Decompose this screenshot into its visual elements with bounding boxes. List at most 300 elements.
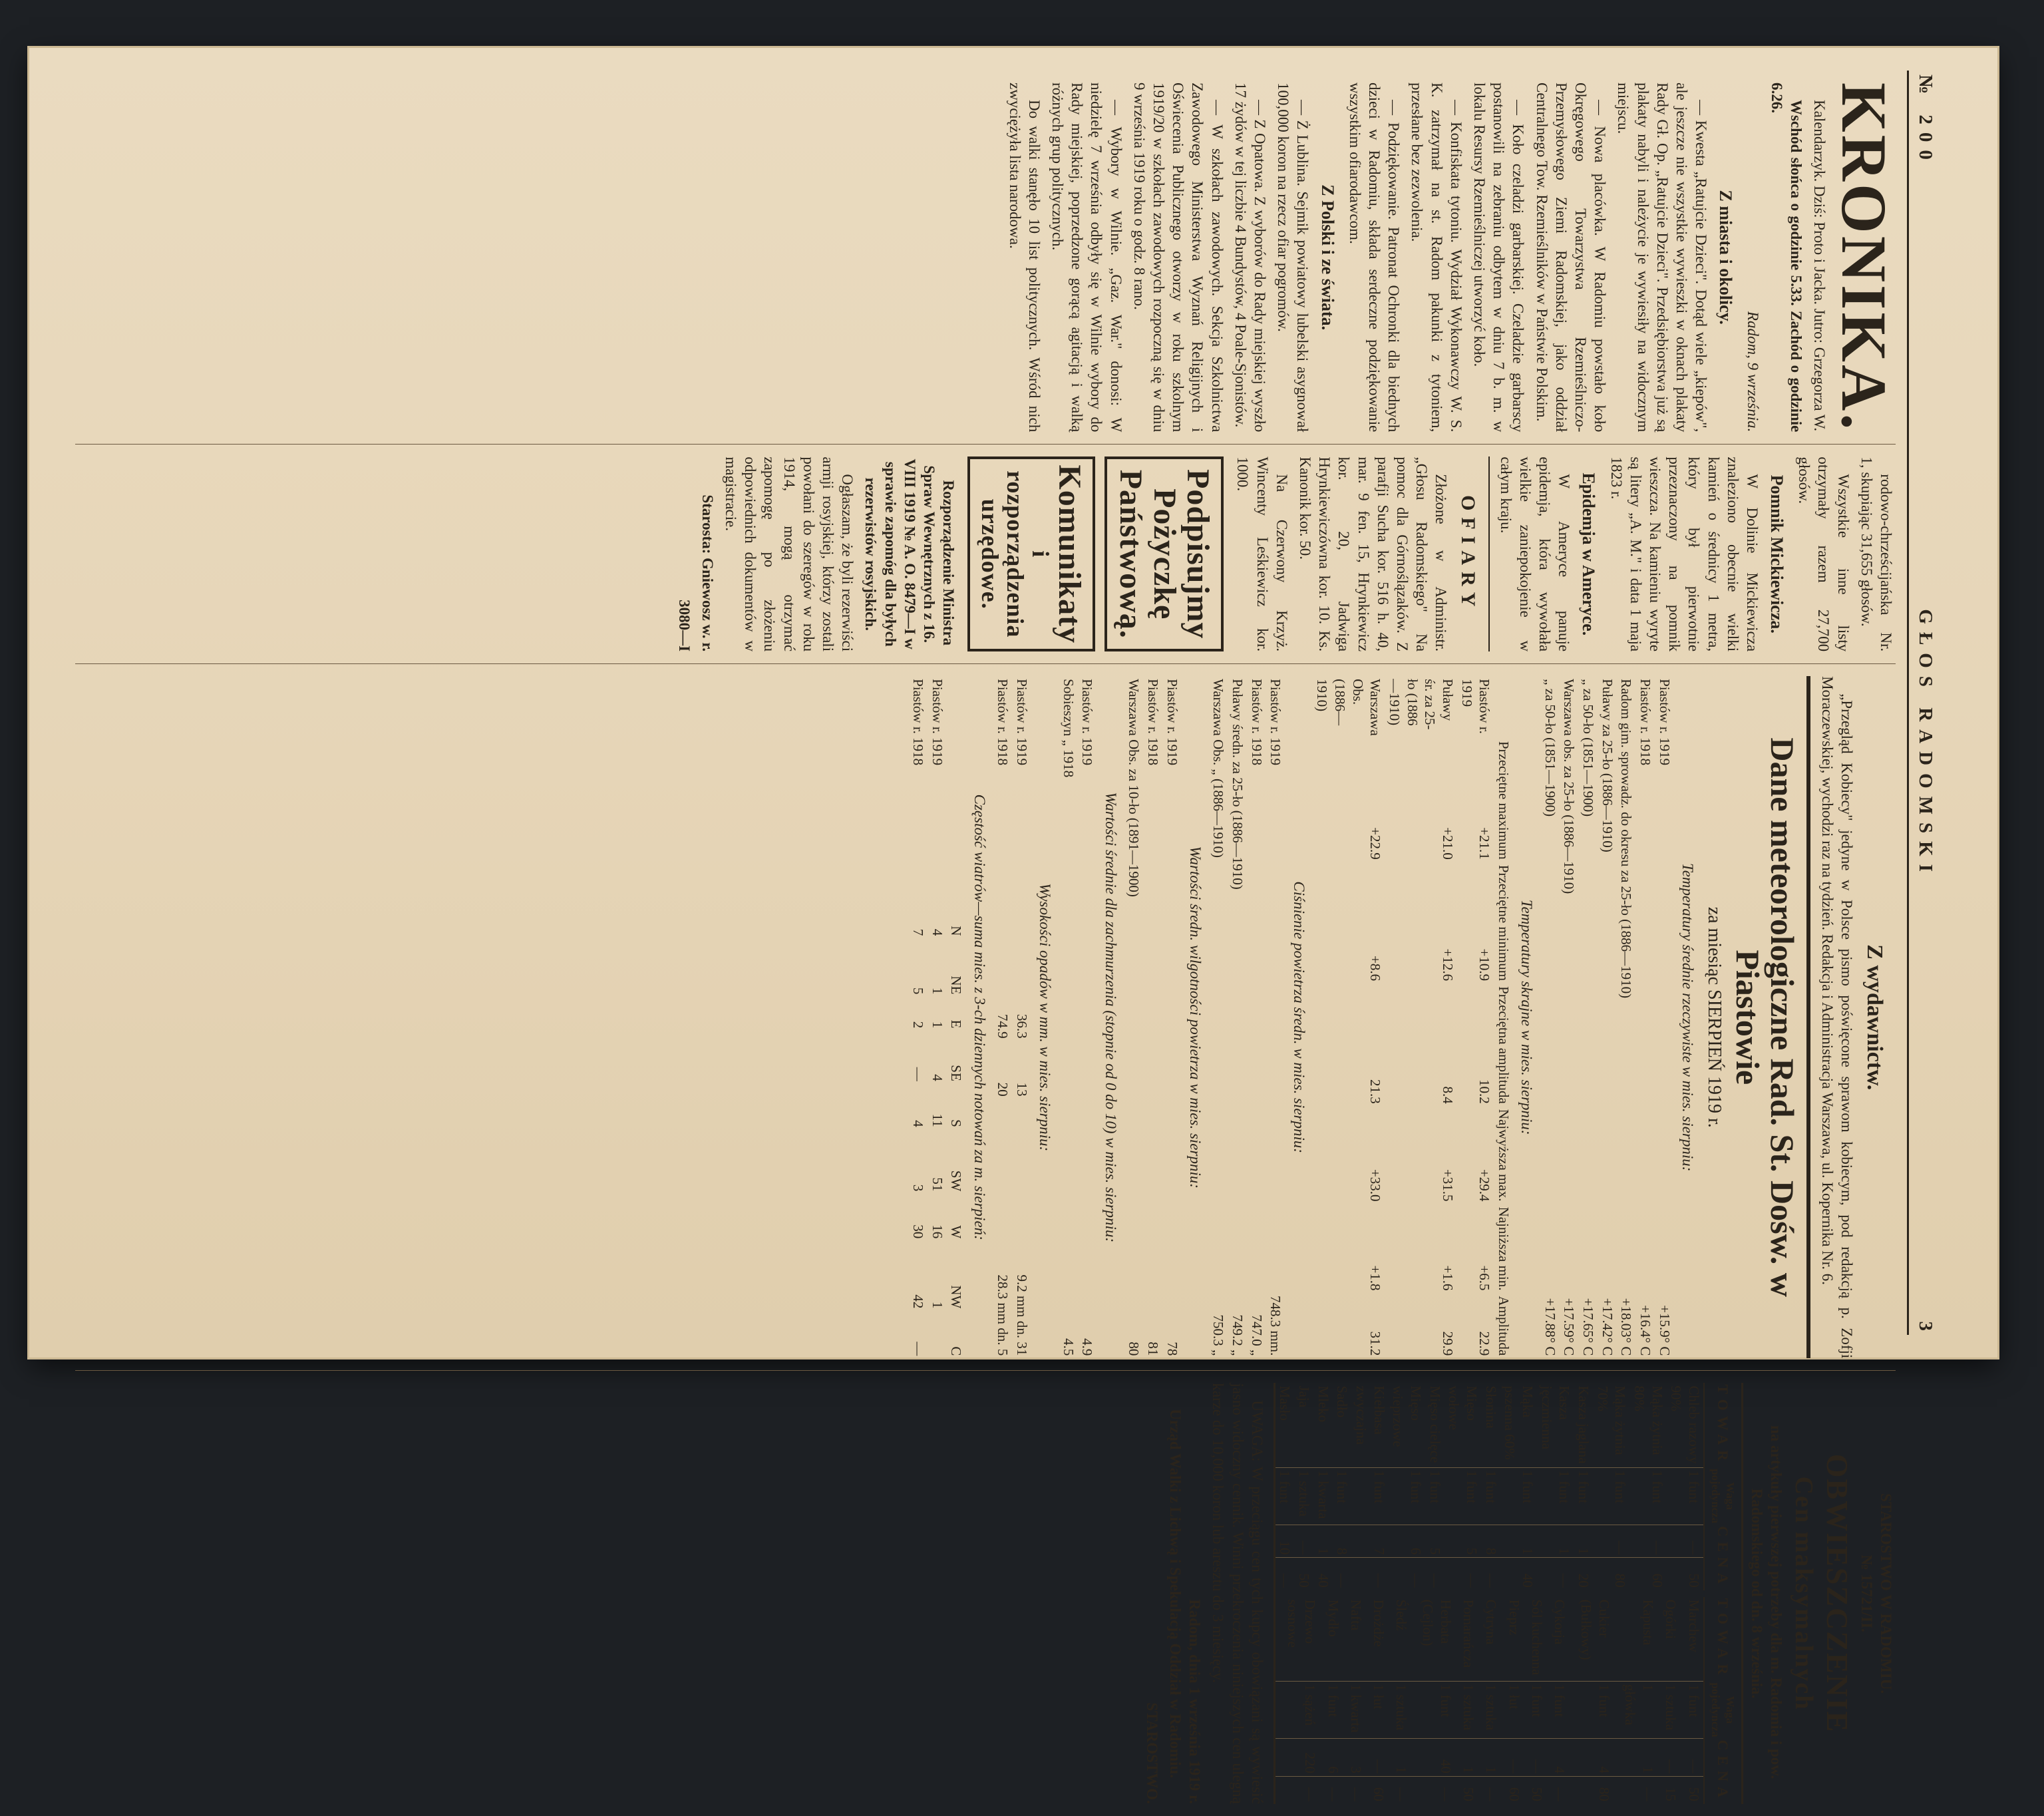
- price-koron: 10: [1276, 1525, 1295, 1558]
- weather-subtitle: za miesiąc SIERPIEŃ 1919 r.: [1704, 906, 1725, 1128]
- item-unit: 1 funt: [1389, 1467, 1425, 1525]
- news-item: — Konfiskata tytoniu. Wydział Wykonawczy W. S. K. zatrzymał na st. Radom pakunki z tytoniem, przesłane bez zezwolenia.: [1409, 83, 1464, 433]
- price-koron: 4: [1569, 1739, 1613, 1777]
- publications-text: „Przegląd Kobiecy" jedyne w Polsce pismo poświęcone sprawom kobiecym, pod redakcją p. Zofji Moraczewskiej, wychodzi raz na tydzień. Redakcja i Administracja Warszawa, ul. Kopernika Nr. 6.: [1818, 676, 1855, 1359]
- item-name: Mięso wieprzowe: [1390, 1385, 1424, 1447]
- news-item: W Dolinie Mickiewicza znaleziono obecnie wielki kamień o średnicy 1 metra, który był pierwotnie przeznaczony na pomnik wieszcza. Na kamieniu wyryte są litery „A. M." i data 1 maja 1823 r.: [1608, 456, 1761, 652]
- price-row: [1276, 1597, 1319, 1804]
- notice-signature: STAROSTWO.: [1143, 1702, 1160, 1804]
- rain-heading: Wysokości opadów w mm. w mies. sierpniu:: [1037, 883, 1054, 1152]
- price-row: [1388, 1597, 1411, 1804]
- news-item: Wszystkie inne listy otrzymały razem 27,700 głosów.: [1796, 456, 1852, 652]
- column-header: Amplituda: [1495, 1296, 1512, 1356]
- table-row: [1059, 676, 1078, 1358]
- price-row: [1680, 1597, 1704, 1804]
- price-koron: —: [1593, 1525, 1629, 1558]
- table-row: [1313, 676, 1385, 1358]
- row-value: +21.1: [1476, 827, 1493, 860]
- section-heading-world: Z Polski i ze świata.: [1317, 184, 1337, 331]
- row-value: 750.3 „: [1210, 1314, 1227, 1356]
- price-halerzy: —: [1614, 1776, 1657, 1803]
- news-item: — W szkołach zawodowych. Sekcja Szkolnictwa Zawodowego Ministerstwa Wyznań Religijnych i Oświecenia Publicznego otworzy w roku szkolnym 1919/20 w szkołach zawodowych rozpoczną się w dniu 9 września 1919 roku o godz. 8 rano.: [1130, 83, 1226, 433]
- row-label: Piastów r. 1919: [1164, 679, 1180, 766]
- row-value: 28.3 mm dn. 5: [995, 1274, 1011, 1356]
- price-halerzy: —: [1425, 1558, 1445, 1590]
- price-row: [1351, 1383, 1388, 1590]
- row-value: +17.88° C: [1542, 1298, 1558, 1356]
- row-value: +10.9: [1476, 948, 1493, 982]
- price-koron: 6: [1319, 1739, 1342, 1777]
- row-label: Radom gim. sprowadz. do okresu za 25-ło (1886—1910): [1618, 679, 1635, 999]
- row-value: 4: [929, 928, 945, 936]
- column-header: E: [948, 1019, 965, 1029]
- price-halerzy: 50: [1455, 1776, 1478, 1803]
- price-koron: 220: [1276, 1739, 1319, 1777]
- news-heading: Pomnik Mickiewicza.: [1767, 474, 1787, 634]
- humidity-heading: Wartości średn. wilgotności powietrza w mies. sierpniu:: [1186, 846, 1204, 1188]
- donations-text: Na Czerwony Krzyż. Wincenty Leśkiewicz kor. 1000.: [1234, 456, 1290, 652]
- divider: [1806, 676, 1810, 1358]
- item-name: Ogórki: [1663, 1599, 1679, 1640]
- table-row: [993, 676, 1013, 1358]
- row-label: Piastów r. 1919: [1079, 679, 1096, 766]
- row-value: 4.5: [1060, 1338, 1077, 1356]
- row-value: 20: [995, 1082, 1011, 1097]
- table-header-row: [947, 676, 966, 1358]
- loan-appeal-line: Pożyczkę Państwową.: [1113, 469, 1182, 639]
- price-row: [1524, 1597, 1546, 1804]
- price-row: [1445, 1383, 1481, 1590]
- extreme-heading: Temperatury skrajne w mies. sierpniu:: [1518, 899, 1536, 1135]
- item-unit: 1 funt: [1481, 1467, 1500, 1525]
- row-value: 8.4: [1439, 1086, 1456, 1104]
- table-row: [1635, 676, 1655, 1358]
- column-header: Przeciętne maximum: [1495, 741, 1512, 860]
- row-value: 7: [910, 928, 927, 936]
- news-item: — Koło czeladzi garbarskiej. Czeladzie garbarscy postanowili na zebraniu odbytem w dniu 7 b. m. w lokalu Resursy Rzemieślniczej utworzyć koło.: [1470, 83, 1527, 433]
- row-label: Piastów r. 1918: [1144, 679, 1161, 766]
- notice-title: OBWIESZCZENIE: [1820, 1453, 1854, 1733]
- price-row: [1481, 1383, 1500, 1590]
- news-item: — Nowa placówka. W Radomiu powstało koło Okręgowego Towarzystwa Rzemieślniczo-Przemysłowego Ziemi Radomskiej, jako oddział Centralnego Tow. Rzemieślników w Państwie Polskim.: [1533, 83, 1609, 433]
- row-value: 749.2 „: [1230, 1314, 1246, 1356]
- row-value: 10.2: [1476, 1079, 1493, 1104]
- header-spacer: [1494, 676, 1513, 739]
- price-row: [1574, 1383, 1593, 1590]
- temp-table: [1540, 676, 1674, 1358]
- row-value: 1: [929, 987, 945, 995]
- item-unit: 1 główka: [1614, 1681, 1657, 1738]
- col-waga: Waga pojedyncza: [1704, 1467, 1741, 1525]
- newspaper-page: [62, 71, 1965, 1804]
- pressure-table: [1209, 676, 1285, 1358]
- price-row: [1667, 1383, 1704, 1590]
- price-halerzy: 80: [1593, 1558, 1629, 1590]
- item-unit: 1 sążeń: [1276, 1681, 1319, 1738]
- item-unit: 1 funt: [1445, 1467, 1481, 1525]
- item-name: Masło: [1277, 1385, 1293, 1421]
- price-row: [1478, 1597, 1500, 1804]
- row-label: Piastów r. 1919: [1458, 679, 1493, 734]
- item-unit: 1 funt: [1351, 1467, 1388, 1525]
- price-halerzy: —: [1481, 1558, 1500, 1590]
- table-row: [1540, 676, 1560, 1358]
- price-koron: 1: [1614, 1739, 1657, 1777]
- price-koron: 3: [1343, 1739, 1365, 1777]
- row-value: —: [910, 1067, 927, 1081]
- row-value: +17.59° C: [1561, 1298, 1578, 1356]
- price-row: [1389, 1383, 1425, 1590]
- item-name: Mleko: [1315, 1385, 1331, 1423]
- price-koron: 1: [1455, 1739, 1478, 1777]
- row-value: 36.3: [1013, 1013, 1030, 1039]
- price-halerzy: 60: [1629, 1558, 1666, 1590]
- price-koron: —: [1365, 1739, 1388, 1777]
- price-koron: 1: [1500, 1525, 1537, 1558]
- table-row: [928, 676, 947, 1358]
- price-row: [1546, 1597, 1569, 1804]
- column-header: NE: [948, 976, 965, 995]
- item-name: Cukier (Bułkowy): [1578, 1599, 1612, 1660]
- item-name: Mięso cielęce: [1427, 1385, 1443, 1463]
- row-label: Puławy średn. za 25-ło (1886—1910): [1230, 679, 1246, 890]
- table-row: [1209, 676, 1228, 1358]
- item-name: Mąka pszenna 60%: [1502, 1385, 1536, 1460]
- price-row: [1629, 1383, 1666, 1590]
- row-value: 31.2: [1367, 1331, 1384, 1356]
- row-label: Piastów r. 1918: [1248, 679, 1265, 766]
- row-label: Piastów r. 1919: [1013, 679, 1030, 766]
- row-label: Warszawa obs. za 25-ło (1886—1910): [1561, 679, 1578, 894]
- table-row: [1228, 676, 1247, 1358]
- row-value: 22.9: [1476, 1331, 1493, 1356]
- sunrise-note: Wschód słońca o godzinie 5.33. Zachód o godzinie 6.26.: [1768, 83, 1804, 433]
- row-value: +18.03° C: [1618, 1298, 1635, 1356]
- item-unit: 1 funt: [1593, 1467, 1629, 1525]
- row-label: Piastów r. 1918: [910, 679, 927, 766]
- price-halerzy: —: [1411, 1776, 1455, 1803]
- row-value: 4: [929, 1074, 945, 1081]
- item-name: Pomarańcza: [1460, 1599, 1477, 1668]
- row-label: Piastów r. 1919: [1268, 679, 1284, 766]
- price-row: [1614, 1597, 1657, 1804]
- item-name: Pieprz: [1506, 1599, 1522, 1636]
- row-value: 80: [1126, 1342, 1142, 1356]
- row-value: 1: [929, 1301, 945, 1309]
- row-value: 21.3: [1367, 1079, 1384, 1104]
- price-halerzy: —: [1478, 1776, 1500, 1803]
- news-item: — Z Opatowa. Z wyborów do Rady miejskiej wyszło 17 żydów w tej liczbie 4 Bundystów, 4 Poale-Sjonistów.: [1232, 83, 1269, 433]
- price-halerzy: —: [1276, 1776, 1319, 1803]
- price-row: [1537, 1383, 1574, 1590]
- item-unit: 1 sztuka: [1388, 1681, 1411, 1738]
- row-value: 5: [910, 987, 927, 995]
- price-halerzy: 50: [1667, 1558, 1704, 1590]
- price-halerzy: 80: [1569, 1776, 1613, 1803]
- row-value: +16.4° C: [1637, 1305, 1654, 1356]
- item-name: Chleb razowy 90%: [1668, 1385, 1702, 1464]
- communiques-title: Komunikaty: [1052, 464, 1088, 644]
- row-value: 1: [929, 1021, 945, 1029]
- price-halerzy: —: [1389, 1558, 1425, 1590]
- item-unit: 1 funt: [1333, 1467, 1352, 1525]
- column-header: S: [948, 1119, 965, 1127]
- price-koron: 4: [1546, 1739, 1569, 1777]
- row-value: [928, 1311, 947, 1358]
- item-name: Herbata (Cejlon): [1420, 1599, 1454, 1646]
- newspaper-sheet: [29, 48, 1997, 1804]
- column-header: Najniższa min.: [1495, 1206, 1512, 1291]
- table-row: [1162, 676, 1182, 1358]
- page-number: 3: [1914, 1321, 1936, 1331]
- dateline: Radom, 9 września.: [1745, 311, 1762, 433]
- row-label: Piastów r. 1919: [929, 679, 945, 766]
- wind-table: [908, 676, 965, 1358]
- item-name: Mąka żytnia 80%: [1631, 1385, 1665, 1455]
- donations-heading: OFIARY: [1456, 495, 1479, 614]
- price-koron: 8: [1333, 1525, 1352, 1558]
- item-unit: 1 funt: [1319, 1681, 1342, 1738]
- temp-heading: Temperatury średnie rzeczywiste w mies. sierpniu:: [1679, 863, 1696, 1172]
- item-unit: 1 funt: [1276, 1467, 1295, 1525]
- price-halerzy: 50: [1294, 1558, 1313, 1590]
- price-row: [1276, 1383, 1295, 1590]
- price-halerzy: 15: [1657, 1776, 1680, 1803]
- price-koron: —: [1629, 1525, 1666, 1558]
- row-value: 51: [929, 1177, 945, 1192]
- item-unit: 1 sztuka: [1657, 1681, 1680, 1738]
- price-row: [1411, 1597, 1455, 1804]
- col-waga: Waga pojedyncza: [1704, 1681, 1741, 1738]
- item-unit: 1 kwarta: [1313, 1467, 1333, 1525]
- news-item: — Podziękowanie. Patronat Ochronki dla biednych dzieci w Radomiu, składa serdeczne podziękowanie wszystkim ofiarodawcom.: [1346, 83, 1403, 433]
- price-halerzy: —: [1388, 1776, 1411, 1803]
- notice-warning: UWAGA: W przeciągu cen tych kupcy obowiązani są wywiesić jasno widoczny cennik. Winni przekroczenia niniejszych cen ulegną karze do 10,000 koron lub aresztu do 3 miesięcy.: [1210, 1383, 1266, 1804]
- price-halerzy: 20: [1574, 1558, 1593, 1590]
- row-value: +15.9° C: [1656, 1305, 1673, 1356]
- price-table-right: [1276, 1597, 1741, 1804]
- column-header: C: [948, 1346, 965, 1356]
- row-value: 11: [929, 1113, 945, 1127]
- item-unit: 1 łut: [1500, 1681, 1523, 1738]
- price-halerzy: —: [1351, 1558, 1388, 1590]
- news-item: rodowo-chrześcijańska Nr. 1, skupiając 31,655 głosów.: [1858, 456, 1894, 652]
- table-row: [1598, 676, 1617, 1358]
- item-unit: 1 funt: [1569, 1681, 1613, 1738]
- item-unit: 1 funt: [1425, 1467, 1445, 1525]
- row-value: 747.0 „: [1248, 1314, 1265, 1356]
- price-row: [1455, 1597, 1478, 1804]
- price-halerzy: —: [1546, 1776, 1569, 1803]
- item-name: Sadło: [1334, 1385, 1351, 1418]
- price-koron: 1: [1313, 1525, 1333, 1558]
- divider: [1488, 456, 1490, 651]
- item-unit: 1 funt: [1546, 1681, 1569, 1738]
- price-halerzy: —: [1445, 1558, 1481, 1590]
- publications-heading: Z wydawnictw.: [1862, 944, 1887, 1091]
- row-value: +29.4: [1476, 1169, 1493, 1202]
- price-halerzy: —: [1319, 1776, 1342, 1803]
- table-row: [1078, 676, 1097, 1358]
- news-item: — Kwesta „Ratujcie Dzieci". Dotąd wiele „kiepów", ale jeszcze nie wszystkie wywieszki w oknach plakaty Rady Gł. Op. „Ratujcie Dzieci". Przedsiębiorstwa już są plakaty nabyli i należycie je wywiesiły na widocznym miejscu.: [1615, 83, 1710, 433]
- table-row: [1578, 676, 1598, 1358]
- item-name: Mydło: [1325, 1599, 1341, 1637]
- item-name: Sól kuchenna: [1529, 1599, 1546, 1676]
- item-name: Kiełbasa zwyczajna: [1353, 1385, 1387, 1445]
- price-row: [1294, 1383, 1313, 1590]
- price-row: [1657, 1597, 1680, 1804]
- row-value: 4.9: [1079, 1338, 1096, 1356]
- price-halerzy: —: [1276, 1558, 1295, 1590]
- middle-column: [75, 445, 1896, 664]
- item-unit: 1 funt: [1667, 1467, 1704, 1525]
- item-unit: 1 sztuka: [1478, 1681, 1500, 1738]
- item-name: Kasza jaglana: [1575, 1385, 1592, 1464]
- row-value: 9.2 mm dn. 31: [1013, 1274, 1030, 1356]
- table-row: [1124, 676, 1144, 1358]
- row-label: Warszawa Obs. za 10-ło (1891—1900): [1126, 679, 1142, 897]
- table-row: [1266, 676, 1285, 1358]
- price-koron: 6: [1389, 1525, 1425, 1558]
- news-item: Do walki stanęło 10 list politycznych. Wśród nich zwyciężyła lista narodowa.: [1006, 83, 1043, 433]
- column-header: N: [948, 926, 965, 936]
- column-header: Najwyższa max.: [1495, 1109, 1512, 1202]
- row-label: Puławy za 25-ło (1886—1910): [1599, 679, 1616, 852]
- row-value: +6.5: [1476, 1265, 1493, 1291]
- row-value: +1.6: [1439, 1265, 1456, 1291]
- price-halerzy: —: [1343, 1776, 1365, 1803]
- row-value: 748.3 mm.: [1268, 1295, 1284, 1356]
- newspaper-title: GŁOS RADOMSKI: [1914, 609, 1936, 880]
- price-koron: 1: [1537, 1525, 1574, 1558]
- row-value: 4: [910, 1120, 927, 1127]
- price-koron: 5: [1425, 1525, 1445, 1558]
- row-value: 78: [1164, 1342, 1180, 1356]
- price-koron: 1: [1478, 1739, 1500, 1777]
- decree-signature: Starosta: Gniewosz w. r.: [699, 494, 716, 652]
- office-name: STAROSTWO W RADOMIU.: [1878, 1493, 1894, 1694]
- row-value: +1.8: [1367, 1265, 1384, 1291]
- price-table-left: [1276, 1383, 1741, 1590]
- price-row: [1500, 1383, 1537, 1590]
- row-label: „ za 50-ło (1851—1900): [1542, 679, 1558, 817]
- row-label: Warszawa Obs. „ (1886—1910): [1210, 679, 1227, 858]
- price-koron: 1: [1574, 1525, 1593, 1558]
- price-halerzy: —: [1333, 1558, 1352, 1590]
- row-value: +12.6: [1439, 948, 1456, 982]
- row-value: 29.9: [1439, 1331, 1456, 1356]
- item-unit: 1 funt: [1537, 1467, 1574, 1525]
- price-koron: —: [1500, 1739, 1523, 1777]
- price-koron: —: [1680, 1739, 1704, 1777]
- table-row: [1385, 676, 1457, 1358]
- item-unit: 1 funt: [1524, 1681, 1546, 1738]
- column-header: Przeciętna amplituda: [1495, 986, 1512, 1104]
- row-label: Piastów r. 1918: [1637, 679, 1654, 766]
- notice-office: Urząd Walki z Lichwą i Spekulacją Oddział w Radomiu.: [1166, 1409, 1184, 1779]
- weather-title: Dane meteorologiczne Rad. St. Dośw. w Piastowie: [1729, 737, 1802, 1298]
- extreme-table: [1313, 676, 1513, 1358]
- item-unit: 1 sztuka: [1455, 1681, 1478, 1738]
- item-name: Nafta: [1347, 1599, 1364, 1631]
- item-unit: 1 funt: [1574, 1467, 1593, 1525]
- price-koron: 40: [1411, 1739, 1455, 1777]
- news-heading: Epidemja w Ameryce.: [1579, 472, 1599, 636]
- price-row: [1500, 1597, 1523, 1804]
- item-name: Jaja: [1296, 1385, 1313, 1408]
- item-name: Drożdże: [1371, 1599, 1387, 1647]
- item-name: Cytryna: [1483, 1599, 1500, 1645]
- row-value: 42: [910, 1294, 927, 1309]
- price-row: [1313, 1383, 1333, 1590]
- table-header-row: [1494, 676, 1513, 1358]
- price-row: [1593, 1383, 1629, 1590]
- row-value: +17.42° C: [1599, 1298, 1616, 1356]
- column-header: W: [948, 1225, 965, 1239]
- loan-appeal-line: Podpisujmy: [1180, 469, 1216, 639]
- decree-title: Rozporządzenie Ministra Spraw Wewnętrznych z 16. VIII 1919 № A. O. 8479—I w sprawie zapomóg dla byłych rezerwistów rosyjskich.: [862, 458, 957, 649]
- item-name: Marchew: [1685, 1599, 1702, 1652]
- price-koron: —: [1524, 1739, 1546, 1777]
- prices-column: [75, 1371, 1896, 1816]
- wind-heading: Częstość wiatrów—suma mies. z 3-ch dziennych notowań za m. sierpień:: [971, 794, 988, 1240]
- row-value: +21.0: [1439, 827, 1456, 860]
- pressure-heading: Ciśnienie powietrza średn. w mies. sierpniu:: [1290, 881, 1307, 1154]
- notice-number: № 15721/II.: [1858, 1554, 1875, 1632]
- news-item: W Ameryce panuje epidemja, która wywołała wielkie zaniepokojenie w całym kraju.: [1497, 456, 1573, 652]
- issue-number: № 200: [1914, 75, 1936, 168]
- row-value: +17.65° C: [1580, 1298, 1597, 1356]
- price-row: [1333, 1383, 1352, 1590]
- item-unit: 1 funt: [1680, 1681, 1704, 1738]
- row-value: +33.0: [1367, 1169, 1384, 1202]
- price-halerzy: 60: [1500, 1776, 1523, 1803]
- col-towar: TOWAR: [1704, 1383, 1741, 1467]
- calendar-note: Kalendarzyk. Dziś: Proto i Jacka. Jutro: Grzegorza W.: [1811, 100, 1828, 432]
- item-name: Mąka żytnia 70%: [1594, 1385, 1629, 1455]
- price-koron: —: [1294, 1525, 1313, 1558]
- notice-subtitle: Cen maksymalnych: [1790, 1476, 1818, 1711]
- item-name: Kapusta: [1639, 1599, 1656, 1646]
- rain-table: [993, 676, 1031, 1358]
- item-unit: 1 sztuka: [1294, 1467, 1313, 1525]
- column-header: NW: [948, 1285, 965, 1309]
- price-koron: —: [1657, 1739, 1680, 1777]
- item-name: Cykorja: [1552, 1599, 1568, 1645]
- price-row: [1343, 1597, 1365, 1804]
- table-row: [1012, 676, 1031, 1358]
- notice-intro: na artykuły pierwszej potrzeby dla m. Radomia i pow. Radomskiego od dn. 8 września.: [1749, 1425, 1785, 1779]
- news-item: — Ż Lublina. Sejmik powiatowy lubelski asygnował 100,000 koron na rzecz ofiar pogromów.: [1275, 83, 1311, 433]
- item-unit: 1 łut: [1365, 1681, 1388, 1738]
- row-value: +31.5: [1439, 1169, 1456, 1202]
- table-row: [908, 676, 928, 1358]
- table-row: [1247, 676, 1266, 1358]
- col-cena: CENA: [1704, 1525, 1741, 1590]
- column-header: SE: [948, 1065, 965, 1081]
- row-value: 2: [910, 1021, 927, 1029]
- item-unit: 1 funt: [1629, 1467, 1666, 1525]
- table-row: [1457, 676, 1494, 1358]
- table-row: [1560, 676, 1579, 1358]
- decree-reference: 3080—I: [675, 600, 693, 652]
- row-label: „ za 50-ło (1851—1900): [1580, 679, 1597, 817]
- price-halerzy: 40: [1313, 1558, 1333, 1590]
- table-row: [1617, 676, 1636, 1358]
- column-header: SW: [948, 1170, 965, 1192]
- row-value: 16: [929, 1224, 945, 1239]
- price-halerzy: 40: [1500, 1558, 1537, 1590]
